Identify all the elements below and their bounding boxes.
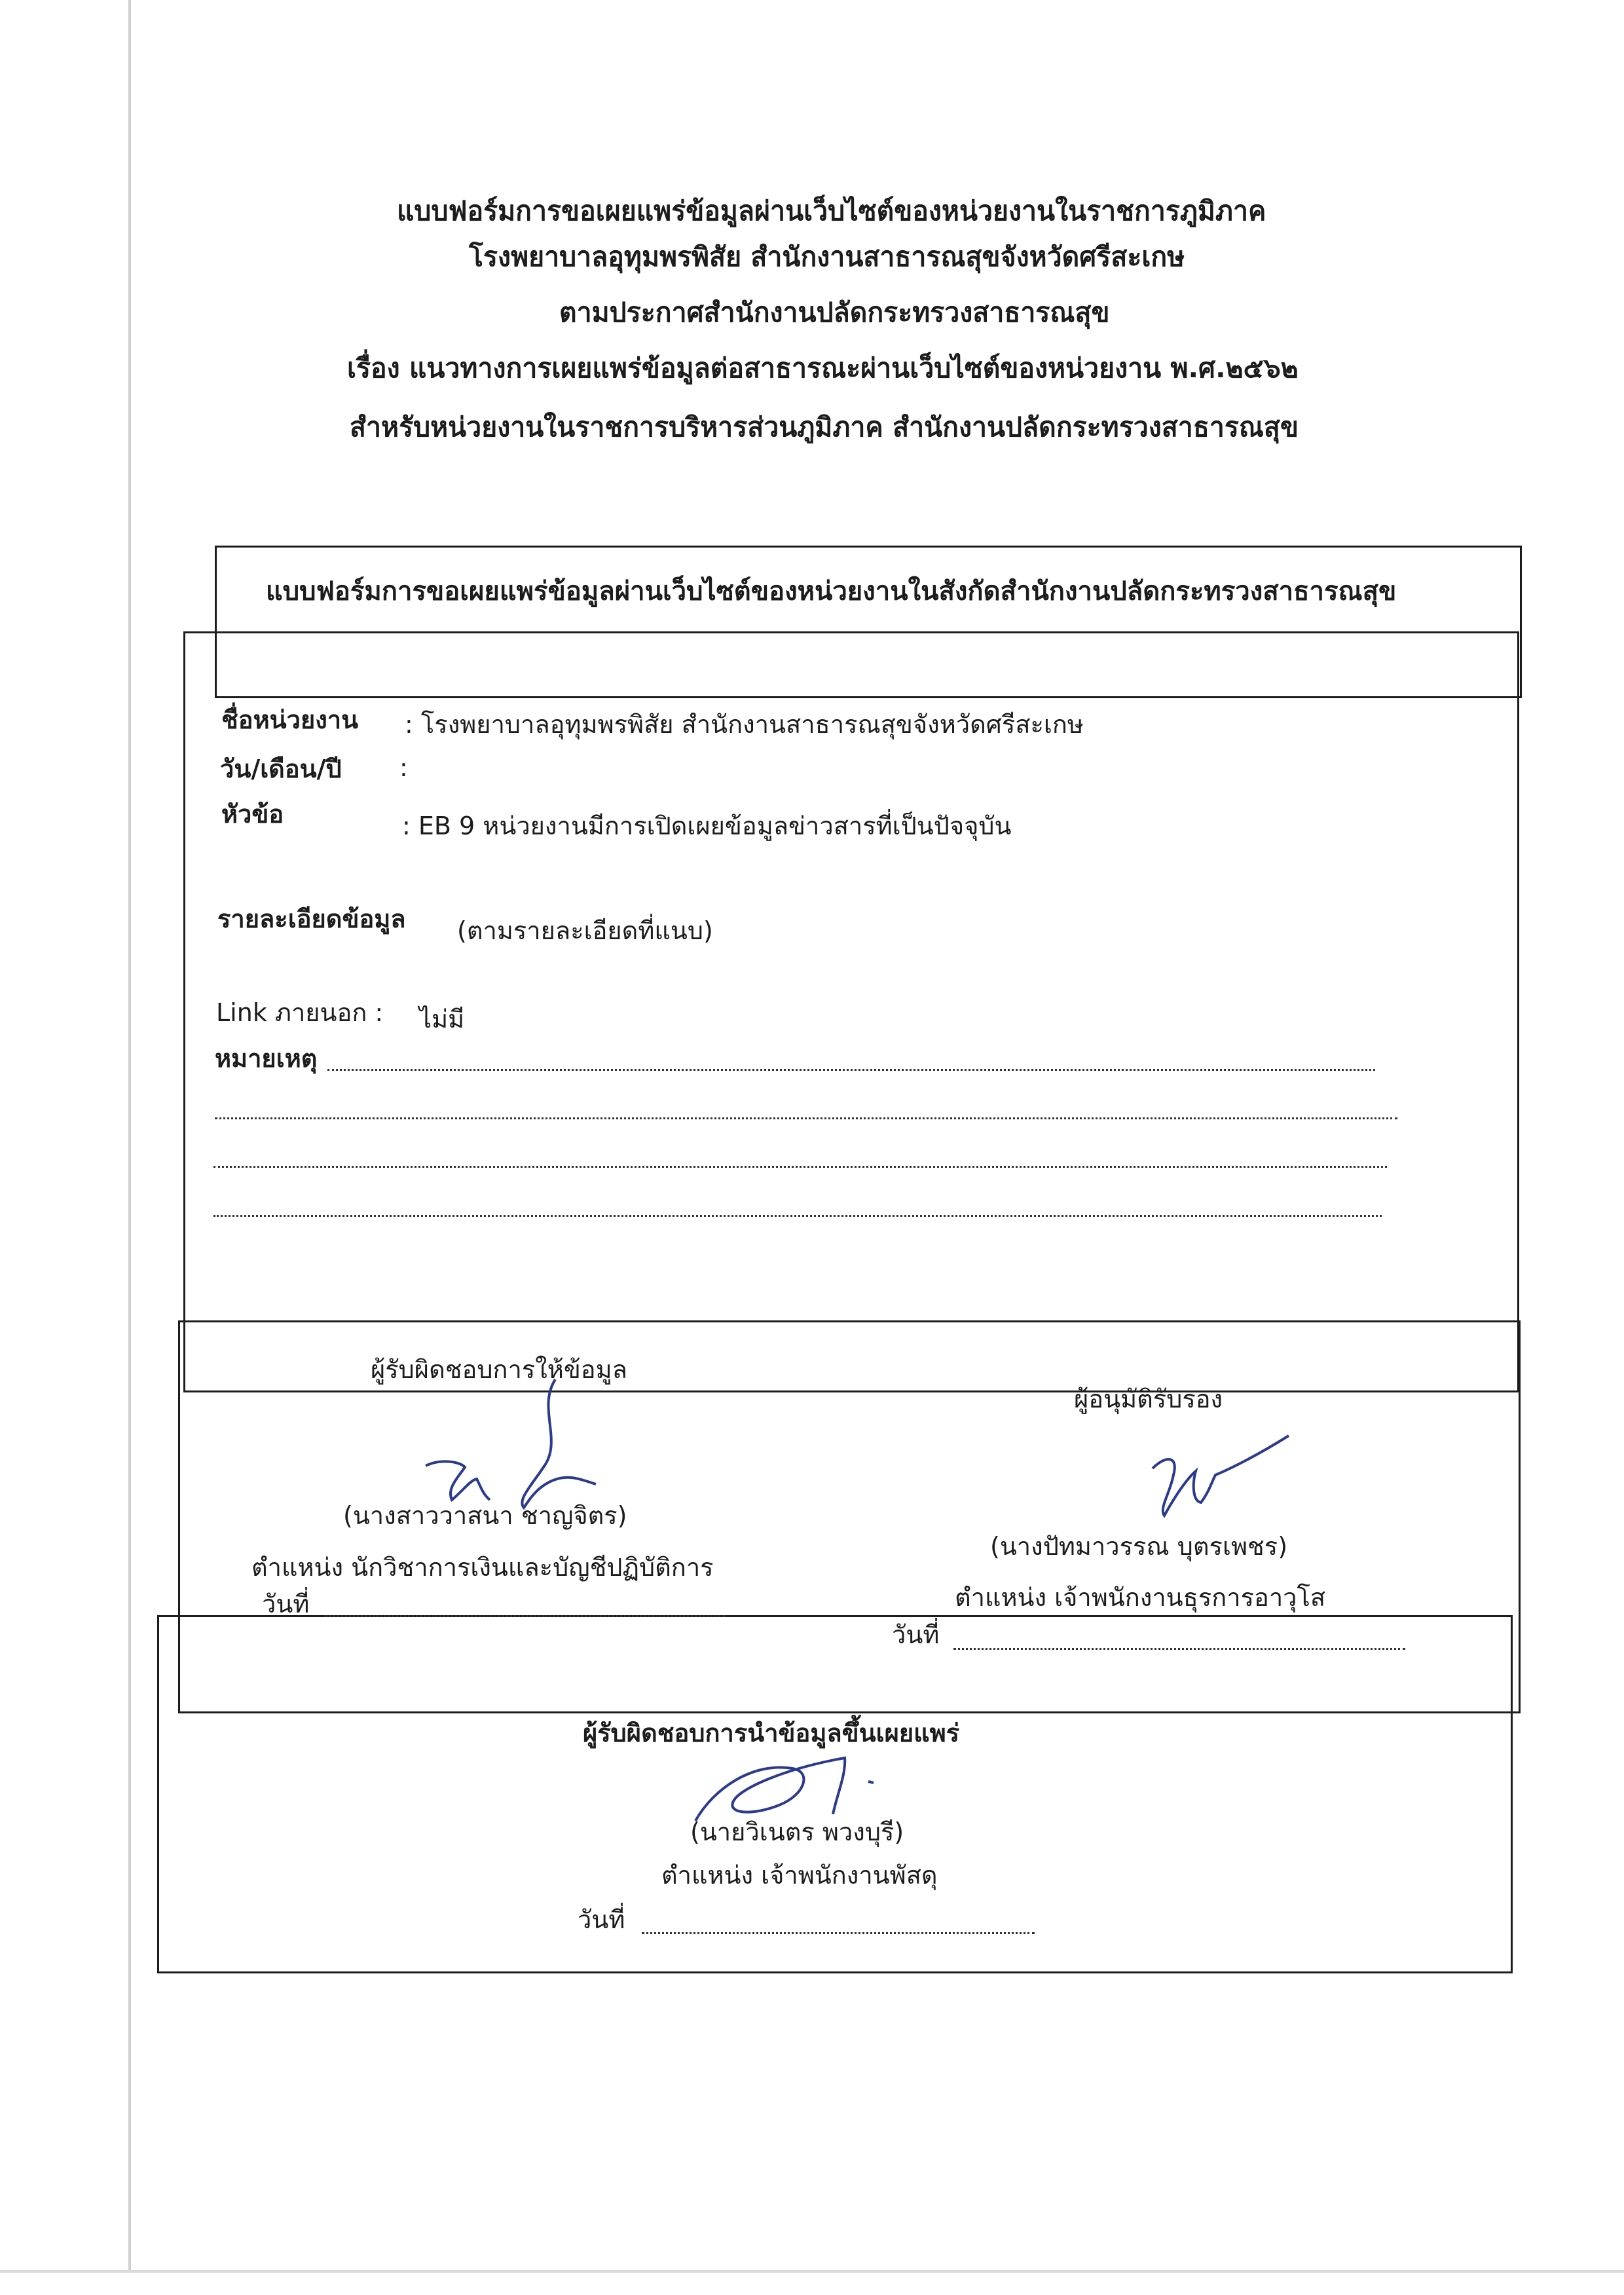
responsible-date-line (325, 1615, 726, 1617)
publisher-date-line (642, 1932, 1035, 1934)
responsible-title: ผู้รับผิดชอบการให้ข้อมูล (371, 1355, 627, 1384)
remark-label: หมายเหตุ (215, 1044, 318, 1073)
approver-title: ผู้อนุมัติรับรอง (1074, 1385, 1223, 1413)
link-label: Link ภายนอก : (216, 998, 384, 1027)
unit-label: ชื่อหน่วยงาน (221, 705, 359, 734)
responsible-date-label: วันที่ (262, 1590, 310, 1618)
topic-label: หัวข้อ (221, 800, 284, 829)
publisher-position: ตำแหน่ง เจ้าพนักงานพัสดุ (661, 1861, 938, 1890)
responsible-position: ตำแหน่ง นักวิชาการเงินและบัญชีปฏิบัติการ (251, 1553, 714, 1582)
form-title: แบบฟอร์มการขอเผยแพร่ข้อมูลผ่านเว็บไซต์ของหน่วยงานในสังกัดสำนักงานปลัดกระทรวงสาธารณสุข (266, 576, 1397, 606)
responsible-name: (นางสาววาสนา ชาญจิตร) (343, 1501, 627, 1530)
publisher-name: (นายวิเนตร พวงบุรี) (690, 1818, 904, 1846)
header-line-1: แบบฟอร์มการขอเผยแพร่ข้อมูลผ่านเว็บไซต์ของหน่วยงานในราชการภูมิภาค (397, 195, 1266, 227)
approver-signature (1133, 1429, 1297, 1521)
date-label: วัน/เดือน/ปี (220, 755, 342, 783)
details-box (183, 631, 1519, 1392)
detail-label: รายละเอียดข้อมูล (217, 905, 406, 933)
header-line-4: เรื่อง แนวทางการเผยแพร่ข้อมูลต่อสาธารณะผ่านเว็บไซต์ของหน่วยงาน พ.ศ.๒๕๖๒ (347, 352, 1299, 384)
approver-position: ตำแหน่ง เจ้าพนักงานธุรการอาวุโส (955, 1583, 1326, 1612)
date-value: : (399, 753, 408, 782)
responsible-signature (413, 1369, 609, 1513)
unit-value: : โรงพยาบาลอุทุมพรพิสัย สำนักงานสาธารณสุขจังหวัดศรีสะเกษ (405, 710, 1084, 739)
remark-line-3 (213, 1166, 1387, 1168)
remark-line-1 (327, 1069, 1375, 1071)
approver-name: (นางปัทมาวรรณ บุตรเพชร) (990, 1532, 1288, 1561)
topic-value: : EB 9 หน่วยงานมีการเปิดเผยข้อมูลข่าวสารที่เป็นปัจจุบัน (402, 812, 1012, 840)
approver-date-label: วันที่ (892, 1620, 940, 1649)
header-line-2: โรงพยาบาลอุทุมพรพิสัย สำนักงานสาธารณสุขจังหวัดศรีสะเกษ (469, 241, 1185, 272)
header-line-5: สำหรับหน่วยงานในราชการบริหารส่วนภูมิภาค สำนักงานปลัดกระทรวงสาธารณสุข (350, 411, 1299, 443)
remark-line-2 (215, 1117, 1397, 1119)
link-value: ไม่มี (419, 1005, 465, 1034)
publisher-title: ผู้รับผิดชอบการนำข้อมูลขึ้นเผยแพร่ (583, 1719, 960, 1747)
publisher-date-label: วันที่ (578, 1905, 625, 1934)
remark-line-4 (213, 1215, 1382, 1217)
detail-value: (ตามรายละเอียดที่แนบ) (457, 916, 713, 945)
approver-date-line (953, 1648, 1405, 1650)
header-line-3: ตามประกาศสำนักงานปลัดกระทรวงสาธารณสุข (559, 297, 1110, 328)
